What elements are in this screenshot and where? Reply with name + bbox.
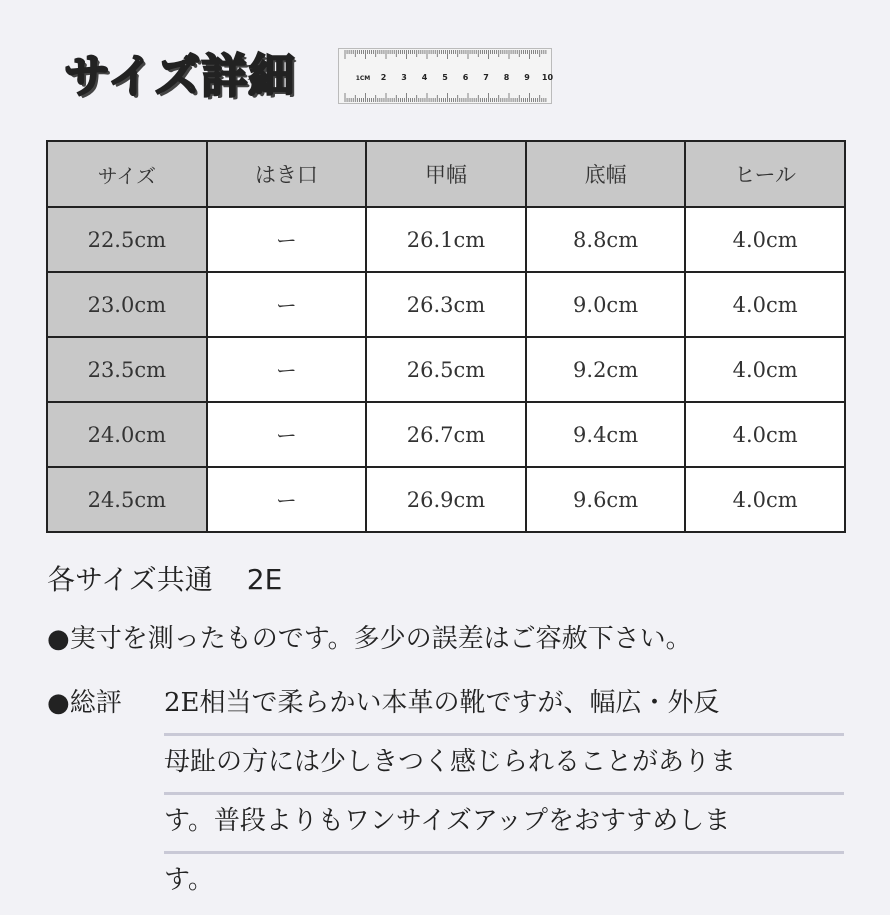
- table-cell: 24.0cm: [47, 402, 207, 467]
- table-row: [47, 467, 845, 532]
- table-cell: 26.7cm: [366, 402, 526, 467]
- table-cell: 4.0cm: [685, 272, 845, 337]
- table-cell: 4.0cm: [685, 467, 845, 532]
- table-cell: 26.1cm: [366, 207, 526, 272]
- review-line: 2E相当で柔らかい本革の靴ですが、幅広・外反: [164, 682, 844, 736]
- ruler-label: 2: [380, 73, 387, 82]
- table-cell: 9.4cm: [526, 402, 686, 467]
- page-title: サイズ詳細: [64, 49, 296, 103]
- bullet-icon: ●: [47, 688, 70, 718]
- bullet-icon: ●: [47, 624, 70, 654]
- table-cell: 26.5cm: [366, 337, 526, 402]
- table-cell: 9.6cm: [526, 467, 686, 532]
- column-header: 底幅: [526, 141, 686, 207]
- measurement-text: 実寸を測ったものです。多少の誤差はご容赦下さい。: [69, 624, 692, 654]
- ruler-label: 1CM: [355, 75, 371, 82]
- review-line: 母趾の方には少しきつく感じられることがありま: [164, 741, 844, 795]
- table-cell: 9.2cm: [526, 337, 686, 402]
- ruler-label: 5: [442, 73, 448, 82]
- table-cell: 9.0cm: [526, 272, 686, 337]
- table-cell: ー: [207, 402, 367, 467]
- table-cell: 23.5cm: [47, 337, 207, 402]
- table-cell: ー: [207, 337, 367, 402]
- table-row: [47, 272, 845, 337]
- review-line: す。: [164, 865, 214, 895]
- table-cell: 22.5cm: [47, 207, 207, 272]
- common-size-note: [47, 558, 282, 598]
- ruler-label: 6: [462, 73, 469, 82]
- table-cell: 26.9cm: [366, 467, 526, 532]
- ruler-label: 10: [541, 73, 554, 82]
- ruler-label: 9: [524, 73, 530, 82]
- review-label: [47, 682, 122, 719]
- table-row: [47, 337, 845, 402]
- table-row: [47, 207, 845, 272]
- measurement-note: [47, 618, 692, 655]
- ruler-label: 7: [483, 73, 489, 82]
- table-cell: 24.5cm: [47, 467, 207, 532]
- table-cell: 4.0cm: [685, 207, 845, 272]
- width-grade: 2E: [246, 563, 283, 596]
- table-row: [47, 402, 845, 467]
- table-cell: ー: [207, 272, 367, 337]
- column-header: サイズ: [47, 141, 207, 207]
- common-label: 各サイズ共通: [47, 563, 213, 596]
- ruler-label: 3: [401, 73, 407, 82]
- column-header: ヒール: [685, 141, 845, 207]
- review-text: [164, 682, 854, 915]
- table-cell: 26.3cm: [366, 272, 526, 337]
- ruler-label: 8: [503, 73, 510, 82]
- table-cell: 8.8cm: [526, 207, 686, 272]
- table-cell: ー: [207, 207, 367, 272]
- table-cell: 4.0cm: [685, 337, 845, 402]
- size-table: [46, 140, 846, 533]
- table-cell: 4.0cm: [685, 402, 845, 467]
- table-header-row: [47, 141, 845, 207]
- table-cell: 23.0cm: [47, 272, 207, 337]
- ruler-icon: [338, 48, 552, 104]
- column-header: はき口: [207, 141, 367, 207]
- review-label-text: 総評: [69, 688, 122, 718]
- table-cell: ー: [207, 467, 367, 532]
- ruler-label: 4: [421, 73, 428, 82]
- column-header: 甲幅: [366, 141, 526, 207]
- review-line: す。普段よりもワンサイズアップをおすすめしま: [164, 800, 844, 854]
